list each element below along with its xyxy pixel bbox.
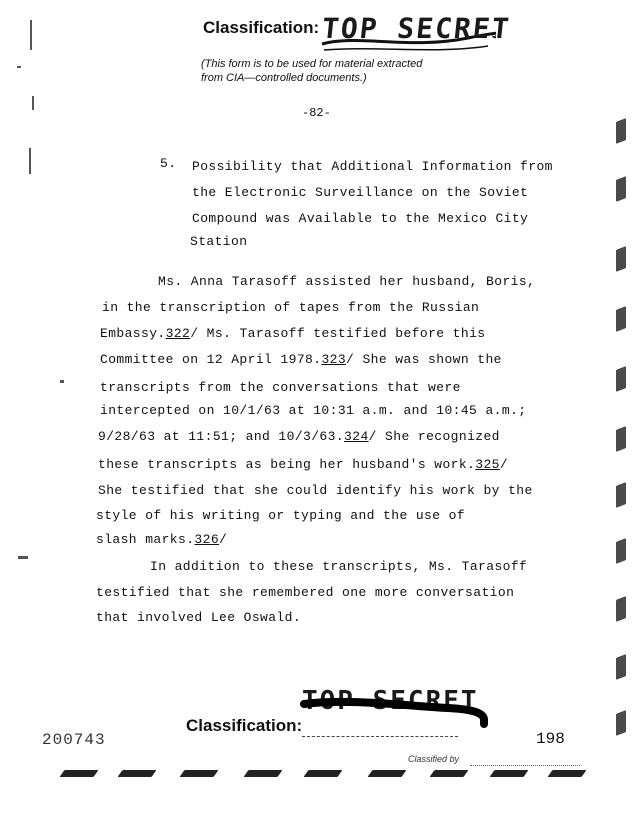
scan-mark bbox=[180, 770, 219, 777]
body-line: In addition to these transcripts, Ms. Tarasoff bbox=[150, 559, 528, 574]
scan-mark bbox=[304, 770, 343, 777]
scan-mark bbox=[616, 118, 626, 144]
page-marker: -82- bbox=[302, 106, 331, 120]
classification-underline bbox=[302, 736, 458, 738]
scan-mark bbox=[60, 380, 64, 383]
header-stamp-text: TOP SECRET bbox=[320, 12, 513, 45]
body-text: slash marks. bbox=[96, 532, 195, 547]
scan-mark bbox=[430, 770, 469, 777]
scan-mark bbox=[616, 654, 626, 680]
body-line: intercepted on 10/1/63 at 10:31 a.m. and 10:45 a.m.; bbox=[100, 403, 527, 418]
scan-mark bbox=[616, 426, 626, 452]
body-text: / bbox=[499, 457, 509, 472]
body-line bbox=[98, 457, 508, 472]
body-text: these transcripts as being her husband's work. bbox=[98, 457, 476, 472]
scan-mark bbox=[490, 770, 529, 777]
scan-mark bbox=[18, 556, 28, 559]
footnote-ref-322: 322 bbox=[165, 326, 191, 341]
footnote-ref-324: 324 bbox=[344, 429, 369, 444]
body-line: Ms. Anna Tarasoff assisted her husband, Boris, bbox=[158, 274, 536, 289]
body-line bbox=[96, 532, 227, 547]
body-line: She testified that she could identify his work by the bbox=[98, 483, 533, 498]
footer-top-secret-stamp bbox=[298, 684, 488, 734]
section-title-line: Station bbox=[190, 234, 248, 249]
footer-classification-label: Classification: bbox=[186, 716, 303, 735]
body-line: style of his writing or typing and the use of bbox=[96, 508, 466, 523]
scan-mark bbox=[118, 770, 157, 777]
section-number: 5. bbox=[160, 156, 177, 171]
classified-by-line bbox=[470, 765, 580, 767]
scan-mark bbox=[548, 770, 587, 777]
body-line bbox=[100, 326, 485, 341]
scan-mark bbox=[32, 96, 34, 110]
body-line: in the transcription of tapes from the Russian bbox=[102, 300, 480, 315]
body-text: Committee on 12 April 1978. bbox=[100, 352, 322, 367]
body-text: / bbox=[219, 532, 228, 547]
scan-mark bbox=[17, 66, 21, 68]
scan-mark bbox=[616, 366, 626, 392]
body-line: testified that she remembered one more conversation bbox=[96, 585, 515, 600]
body-line bbox=[98, 429, 500, 444]
form-note-line1: (This form is to be used for material extracted bbox=[201, 58, 423, 70]
body-text: 9/28/63 at 11:51; and 10/3/63. bbox=[98, 429, 345, 444]
scan-mark bbox=[60, 770, 99, 777]
document-number: 200743 bbox=[42, 731, 106, 749]
scan-mark bbox=[616, 482, 626, 508]
classified-by-label: Classified by bbox=[408, 754, 460, 764]
scan-mark bbox=[616, 596, 626, 622]
footnote-ref-326: 326 bbox=[194, 532, 220, 547]
body-text: / She recognized bbox=[368, 429, 500, 444]
header-classification-label: Classification: bbox=[203, 18, 320, 37]
footnote-ref-323: 323 bbox=[321, 352, 347, 367]
scan-mark bbox=[244, 770, 283, 777]
top-secret-stamp bbox=[318, 10, 513, 60]
scan-mark bbox=[368, 770, 407, 777]
scan-mark bbox=[616, 710, 626, 736]
body-line: that involved Lee Oswald. bbox=[96, 610, 302, 625]
scan-mark bbox=[616, 306, 626, 332]
body-text: Embassy. bbox=[100, 326, 166, 341]
scan-mark bbox=[616, 538, 626, 564]
scan-mark bbox=[29, 148, 31, 174]
body-text: / Ms. Tarasoff testified before this bbox=[190, 326, 486, 341]
scan-mark bbox=[616, 176, 626, 202]
footnote-ref-325: 325 bbox=[475, 457, 500, 472]
form-note-line2: from CIA—controlled documents.) bbox=[201, 72, 367, 84]
section-title-line: the Electronic Surveillance on the Soviet bbox=[192, 185, 529, 200]
body-line: transcripts from the conversations that were bbox=[100, 380, 461, 395]
body-line bbox=[100, 352, 502, 367]
section-title-line: Compound was Available to the Mexico City bbox=[192, 211, 529, 226]
scan-mark bbox=[616, 246, 626, 272]
scan-mark bbox=[30, 20, 32, 50]
footer-stamp-text: TOP SECRET bbox=[302, 686, 479, 716]
page-number: 198 bbox=[536, 730, 565, 748]
section-title-line: Possibility that Additional Information from bbox=[192, 159, 553, 174]
body-text: / She was shown the bbox=[346, 352, 502, 367]
stamp-redaction-icon bbox=[298, 684, 488, 734]
